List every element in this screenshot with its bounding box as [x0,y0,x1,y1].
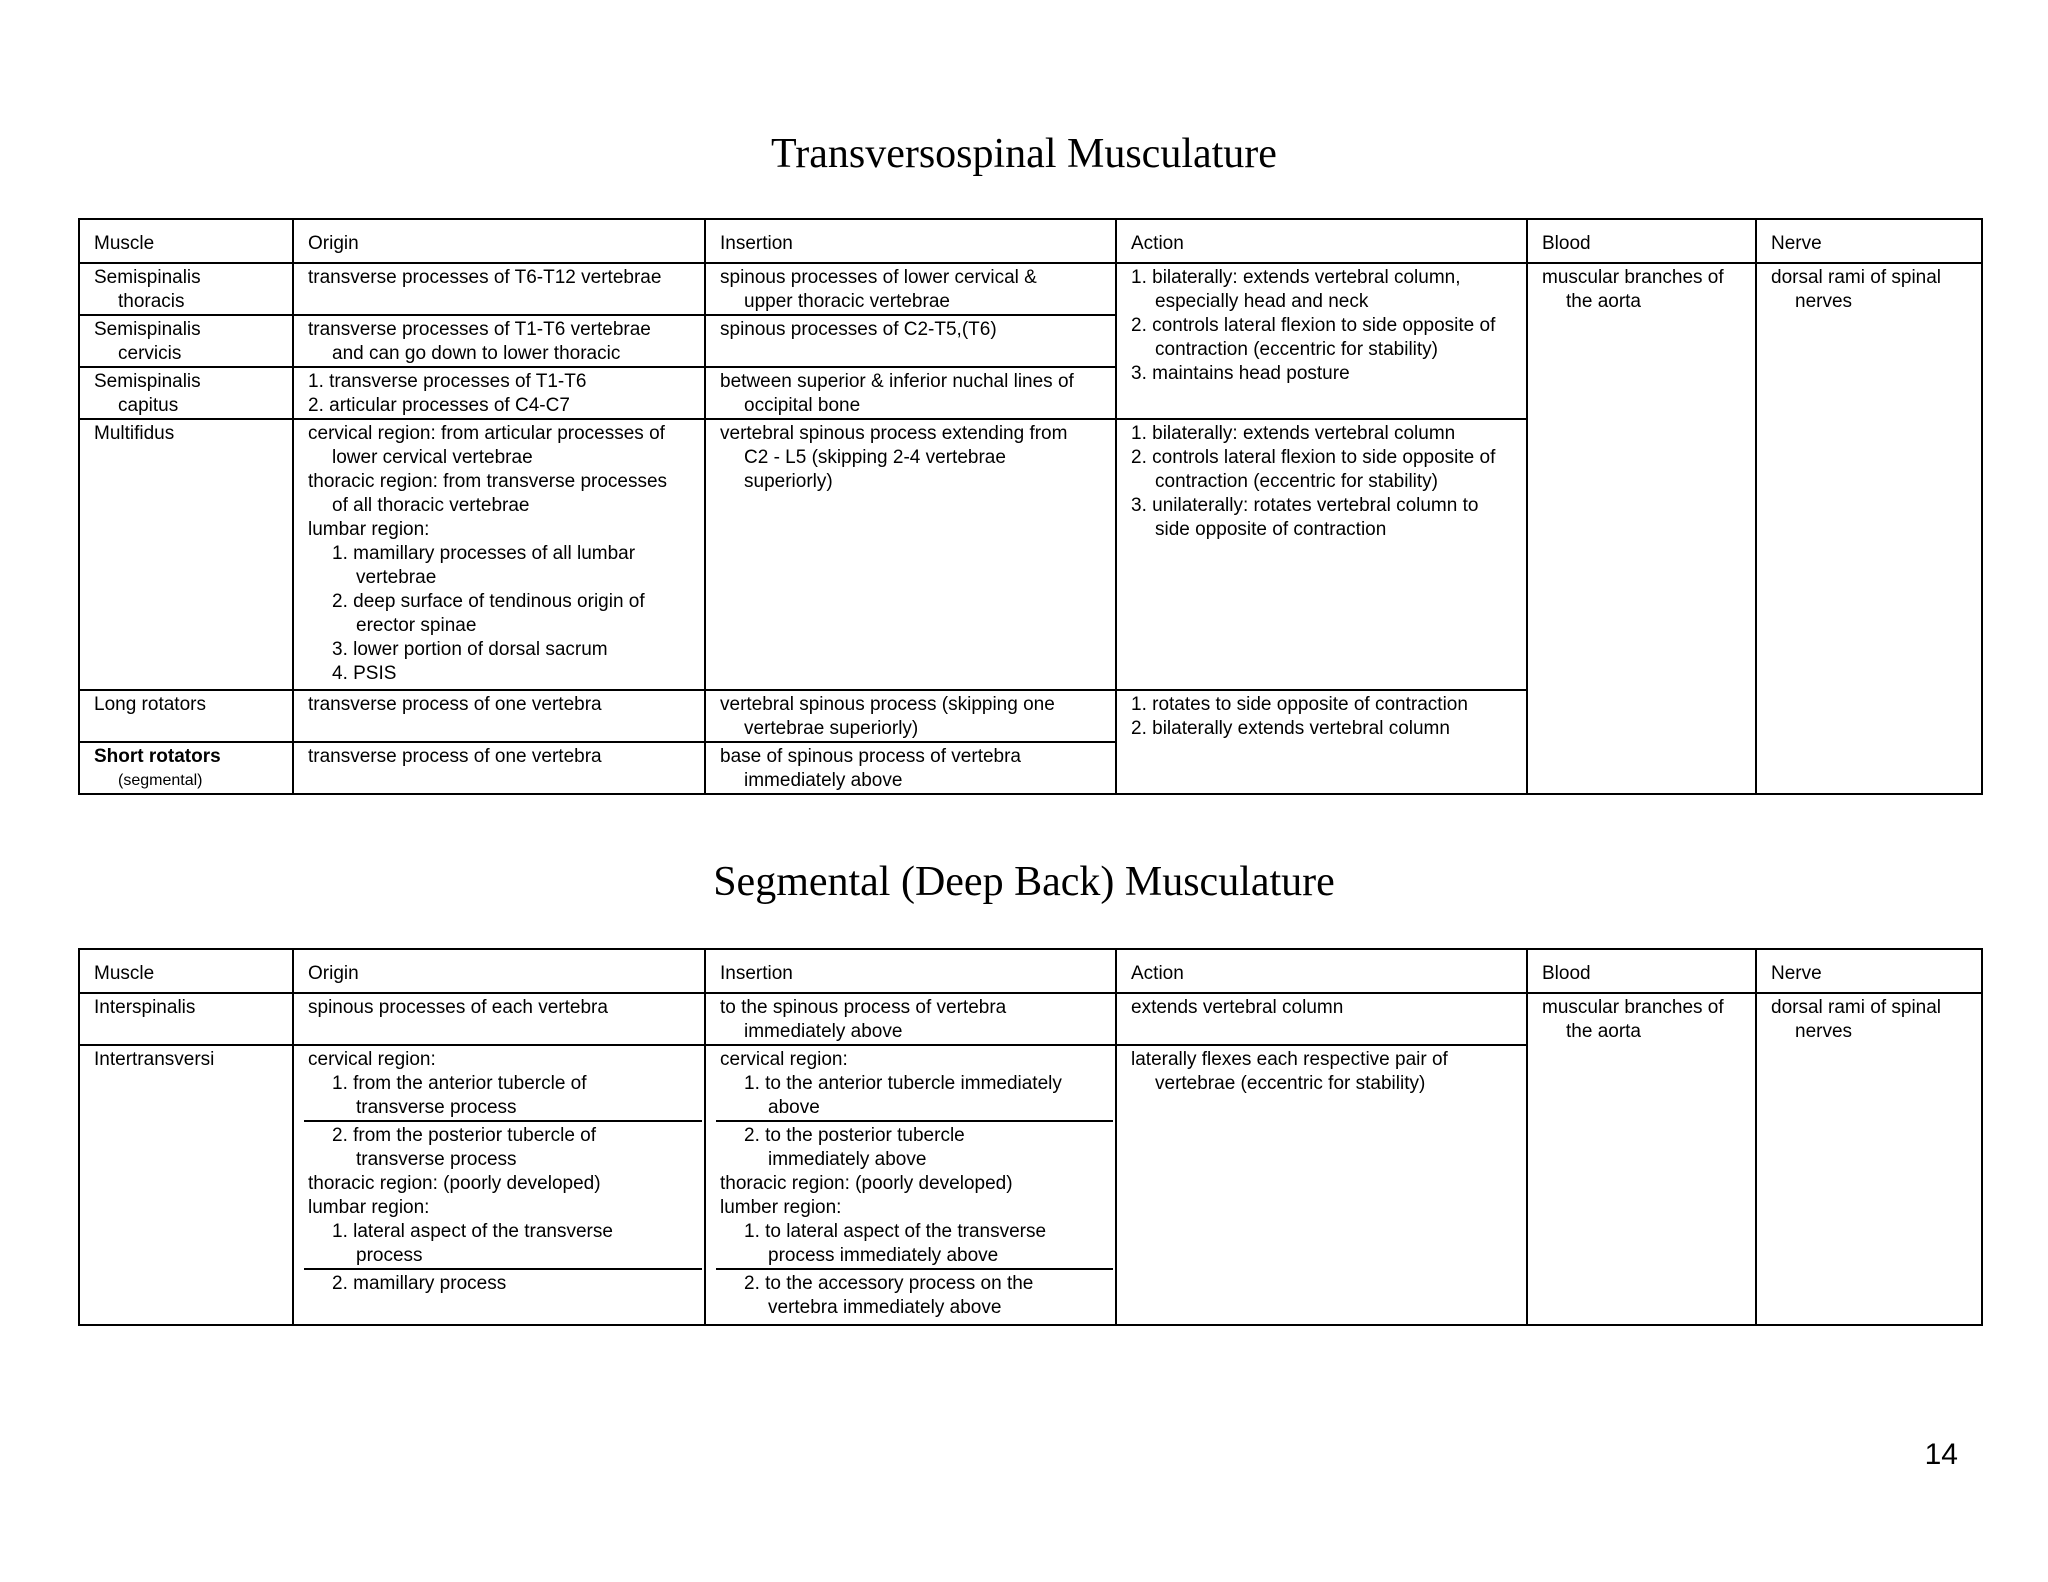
origin-text: 1. transverse processes of T1-T6 [308,371,587,392]
page-title-transversospinal: Transversospinal Musculature [771,131,1277,177]
origin-text: 4. PSIS [332,663,397,684]
insertion-text: occipital bone [744,395,861,416]
action-text: laterally flexes each respective pair of [1131,1049,1448,1070]
origin-text: 2. deep surface of tendinous origin of [332,591,645,612]
origin-cell [293,742,705,794]
action-text: vertebrae (eccentric for stability) [1155,1073,1426,1094]
origin-text: thoracic region: from transverse processes [308,471,668,492]
insertion-text: immediately above [744,1021,903,1042]
table-row [79,993,1982,1045]
header-blood: Blood [1527,219,1756,263]
insertion-text: upper thoracic vertebrae [744,291,950,312]
table-row [79,263,1982,315]
origin-text: transverse process [356,1149,517,1170]
origin-text: vertebrae [356,567,437,588]
muscle-name [79,367,293,419]
blood-cell [1527,993,1756,1325]
muscle-name: Intertransversi [79,1045,293,1325]
insertion-text: vertebral spinous process (skipping one [720,694,1055,715]
transversospinal-table [78,218,1983,795]
action-cell [1116,690,1527,794]
insertion-text: spinous processes of C2-T5,(T6) [720,319,997,340]
origin-text: erector spinae [356,615,477,636]
header-muscle: Muscle [79,219,293,263]
blood-text: the aorta [1566,291,1641,312]
muscle-name [79,742,293,794]
header-muscle: Muscle [79,949,293,993]
insertion-text: vertebra immediately above [768,1297,1002,1318]
muscle-name-line: thoracis [118,291,185,312]
action-cell [1116,1045,1527,1325]
origin-text: 2. articular processes of C4-C7 [308,395,570,416]
nerve-text: nerves [1795,291,1853,312]
insertion-text: 2. to the posterior tubercle [744,1125,965,1146]
origin-text: cervical region: [308,1049,436,1070]
insertion-text: 1. to lateral aspect of the transverse [744,1221,1047,1242]
muscle-name-note: (segmental) [118,772,203,789]
page-number: 14 [1924,1438,1958,1471]
insertion-cell [705,993,1116,1045]
origin-text: transverse processes of T1-T6 vertebrae [308,319,651,340]
header-origin: Origin [293,949,705,993]
origin-text: lumbar region: [308,1197,430,1218]
insertion-text: between superior & inferior nuchal lines of [720,371,1074,392]
action-cell [1116,993,1527,1045]
nerve-text: dorsal rami of spinal [1771,997,1942,1018]
muscle-name-line: cervicis [118,343,182,364]
muscle-name-line: Semispinalis [94,371,201,392]
muscle-name-line: capitus [118,395,179,416]
insertion-text: spinous processes of lower cervical & [720,267,1037,288]
blood-text: the aorta [1566,1021,1641,1042]
origin-text: and can go down to lower thoracic [332,343,621,364]
nerve-cell [1756,263,1982,794]
origin-text: spinous processes of each vertebra [308,997,608,1018]
muscle-name: Long rotators [79,690,293,742]
action-text: contraction (eccentric for stability) [1155,339,1438,360]
nerve-text: dorsal rami of spinal [1771,267,1942,288]
action-text: extends vertebral column [1131,997,1344,1018]
origin-text: transverse process [304,1096,702,1122]
header-origin: Origin [293,219,705,263]
origin-cell [293,419,705,690]
blood-text: muscular branches of [1542,997,1724,1018]
segmental-table [78,948,1983,1326]
insertion-text: immediately above [744,770,903,791]
header-nerve: Nerve [1756,219,1982,263]
origin-cell [293,993,705,1045]
action-text: 1. rotates to side opposite of contraction [1131,694,1468,715]
insertion-text: 1. to the anterior tubercle immediately [744,1073,1062,1094]
insertion-text: vertebral spinous process extending from [720,423,1068,444]
blood-cell [1527,263,1756,794]
header-insertion: Insertion [705,219,1116,263]
action-text: contraction (eccentric for stability) [1155,471,1438,492]
action-text: 1. bilaterally: extends vertebral column, [1131,267,1461,288]
insertion-text: 2. to the accessory process on the [744,1273,1034,1294]
origin-cell [293,315,705,367]
insertion-text: to the spinous process of vertebra [720,997,1007,1018]
muscle-name [79,263,293,315]
insertion-text: lumber region: [720,1197,842,1218]
insertion-cell [705,367,1116,419]
action-text: 3. unilaterally: rotates vertebral column to [1131,495,1479,516]
origin-text: transverse process of one vertebra [308,694,602,715]
table-header-row [79,219,1982,263]
origin-text: transverse processes of T6-T12 vertebrae [308,267,662,288]
header-action: Action [1116,949,1527,993]
muscle-name: Interspinalis [79,993,293,1045]
insertion-text: vertebrae superiorly) [744,718,919,739]
origin-text: 1. from the anterior tubercle of [332,1073,587,1094]
header-blood: Blood [1527,949,1756,993]
action-text: side opposite of contraction [1155,519,1387,540]
insertion-text: cervical region: [720,1049,848,1070]
page-title-segmental: Segmental (Deep Back) Musculature [713,859,1335,905]
nerve-text: nerves [1795,1021,1853,1042]
action-cell [1116,263,1527,419]
origin-text: 2. mamillary process [332,1273,507,1294]
origin-cell [293,263,705,315]
action-text: 2. controls lateral flexion to side opposite of [1131,447,1496,468]
muscle-name-line: Semispinalis [94,319,201,340]
action-text: especially head and neck [1155,291,1369,312]
origin-text: transverse process of one vertebra [308,746,602,767]
origin-text: 2. from the posterior tubercle of [332,1125,597,1146]
insertion-text: thoracic region: (poorly developed) [720,1173,1013,1194]
blood-text: muscular branches of [1542,267,1724,288]
insertion-text: C2 - L5 (skipping 2-4 vertebrae [744,447,1006,468]
insertion-cell [705,690,1116,742]
insertion-cell [705,742,1116,794]
insertion-text: above [716,1096,1113,1122]
header-action: Action [1116,219,1527,263]
origin-text: cervical region: from articular processes of [308,423,665,444]
muscle-name-line: Semispinalis [94,267,201,288]
origin-text: lower cervical vertebrae [332,447,533,468]
action-cell [1116,419,1527,690]
origin-cell [293,1045,705,1325]
action-text: 1. bilaterally: extends vertebral column [1131,423,1456,444]
insertion-text: superiorly) [744,471,833,492]
origin-text: of all thoracic vertebrae [332,495,530,516]
action-text: 2. controls lateral flexion to side opposite of [1131,315,1496,336]
origin-text: 1. mamillary processes of all lumbar [332,543,636,564]
action-text: 3. maintains head posture [1131,363,1350,384]
muscle-name-line: Short rotators [94,746,221,767]
insertion-text: process immediately above [716,1244,1113,1270]
table-header-row [79,949,1982,993]
origin-text: 3. lower portion of dorsal sacrum [332,639,608,660]
muscle-name: Multifidus [79,419,293,690]
nerve-cell [1756,993,1982,1325]
insertion-text: immediately above [768,1149,927,1170]
insertion-cell [705,419,1116,690]
insertion-cell [705,263,1116,315]
origin-text: thoracic region: (poorly developed) [308,1173,601,1194]
origin-text: process [304,1244,702,1270]
muscle-name [79,315,293,367]
action-text: 2. bilaterally extends vertebral column [1131,718,1450,739]
origin-cell [293,690,705,742]
header-nerve: Nerve [1756,949,1982,993]
insertion-text: base of spinous process of vertebra [720,746,1022,767]
header-insertion: Insertion [705,949,1116,993]
origin-text: lumbar region: [308,519,430,540]
insertion-cell [705,1045,1116,1325]
origin-cell [293,367,705,419]
insertion-cell [705,315,1116,367]
origin-text: 1. lateral aspect of the transverse [332,1221,613,1242]
